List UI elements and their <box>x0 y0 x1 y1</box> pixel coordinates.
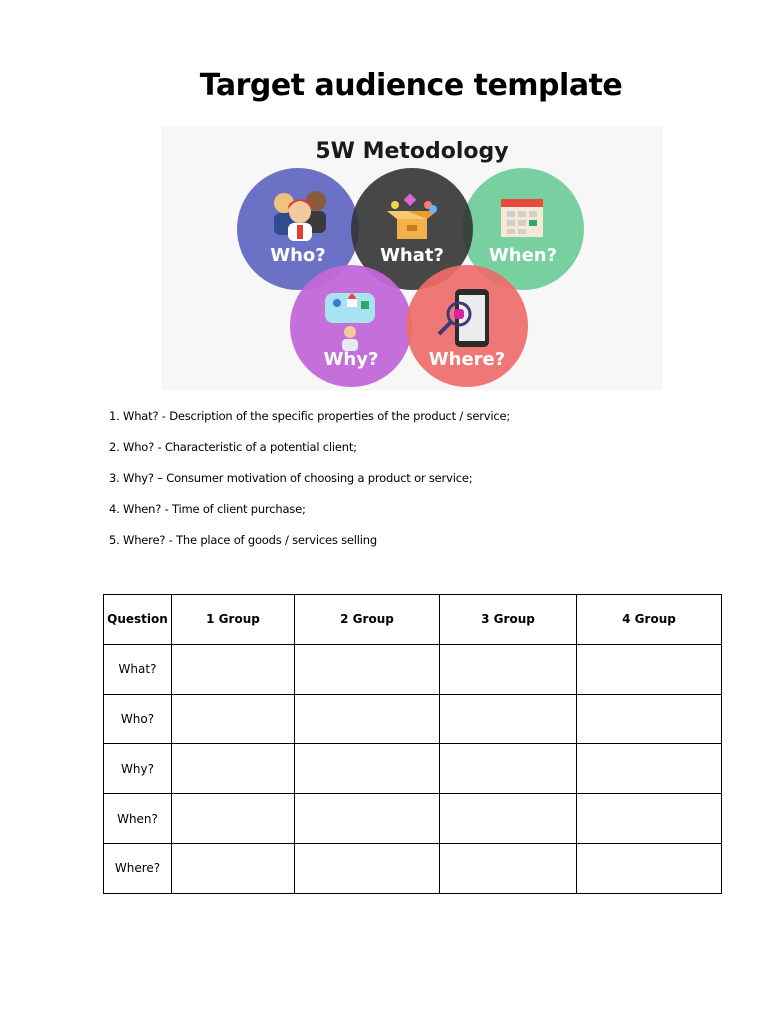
answer-cell[interactable] <box>577 694 722 744</box>
header-question: Question <box>104 595 172 645</box>
header-group-1: 1 Group <box>172 595 295 645</box>
answer-cell[interactable] <box>172 694 295 744</box>
what-label: What? <box>380 245 444 266</box>
list-item: 1. What? - Description of the specific properties of the product / service; <box>109 409 511 423</box>
header-group-2: 2 Group <box>295 595 440 645</box>
answer-cell[interactable] <box>440 794 577 844</box>
answer-cell[interactable] <box>172 744 295 794</box>
table-row <box>104 694 722 744</box>
answer-cell[interactable] <box>295 644 440 694</box>
answer-cell[interactable] <box>295 843 440 893</box>
definitions-list <box>109 403 729 558</box>
table-row <box>104 794 722 844</box>
question-cell: When? <box>104 794 172 844</box>
answer-cell[interactable] <box>440 694 577 744</box>
question-cell: What? <box>104 644 172 694</box>
answer-cell[interactable] <box>172 794 295 844</box>
answer-cell[interactable] <box>440 843 577 893</box>
why-label: Why? <box>323 349 379 370</box>
diagram-title: 5W Metodology <box>315 139 509 164</box>
calendar-icon <box>501 199 543 237</box>
question-cell: Who? <box>104 694 172 744</box>
answer-cell[interactable] <box>295 744 440 794</box>
5w-methodology-diagram <box>161 127 663 390</box>
answer-cell[interactable] <box>295 694 440 744</box>
answer-cell[interactable] <box>577 843 722 893</box>
header-group-4: 4 Group <box>577 595 722 645</box>
who-label: Who? <box>270 245 326 266</box>
table-row <box>104 843 722 893</box>
audience-table <box>103 594 722 894</box>
when-label: When? <box>488 245 558 266</box>
answer-cell[interactable] <box>440 644 577 694</box>
page-title: Target audience template <box>199 68 623 103</box>
question-cell: Why? <box>104 744 172 794</box>
answer-cell[interactable] <box>172 644 295 694</box>
table-row <box>104 644 722 694</box>
header-group-3: 3 Group <box>440 595 577 645</box>
list-item: 4. When? - Time of client purchase; <box>109 502 306 516</box>
answer-cell[interactable] <box>577 644 722 694</box>
question-cell: Where? <box>104 843 172 893</box>
table-row <box>104 744 722 794</box>
answer-cell[interactable] <box>440 744 577 794</box>
answer-cell[interactable] <box>577 794 722 844</box>
list-item: 3. Why? – Consumer motivation of choosing a product or service; <box>109 471 473 485</box>
list-item: 5. Where? - The place of goods / services selling <box>109 533 377 547</box>
answer-cell[interactable] <box>295 794 440 844</box>
answer-cell[interactable] <box>172 843 295 893</box>
where-label: Where? <box>428 349 506 370</box>
answer-cell[interactable] <box>577 744 722 794</box>
table-header-row <box>104 595 722 645</box>
list-item: 2. Who? - Characteristic of a potential client; <box>109 440 357 454</box>
